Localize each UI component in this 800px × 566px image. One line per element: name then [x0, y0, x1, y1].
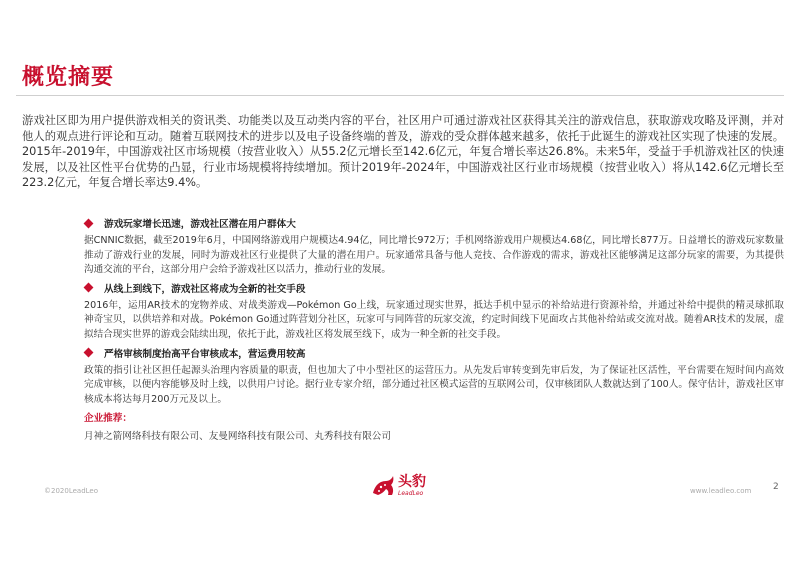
page-number: 2	[773, 482, 779, 492]
section-heading	[84, 346, 784, 360]
logo-text	[398, 475, 426, 497]
diamond-bullet-icon	[84, 218, 94, 228]
section-heading-text: 严格审核制度抬高平台审核成本，营运费用较高	[104, 348, 306, 360]
recommend-companies: 月神之箭网络科技有限公司、友曼网络科技有限公司、丸秀科技有限公司	[84, 431, 391, 443]
diamond-bullet-icon	[84, 283, 94, 293]
page-title: 概览摘要	[22, 65, 115, 90]
section-body: 据CNNIC数据，截至2019年6月，中国网络游戏用户规模达4.94亿，同比增长972万；手机网络游戏用户规模达4.68亿，同比增长877万。日益增长的游戏玩家数量推动了游戏行业的发展，同时为游戏社区行业提供了大量的潜在用户。玩家通常具备与他人竞技、合作游戏的需求，游戏社区能够满足这部分玩家的需要，为其提供沟通交流的平台，这部分用户会给予游戏社区以活力，推动行业的发展。	[84, 235, 784, 276]
section-heading-text: 从线上到线下，游戏社区将成为全新的社交手段	[104, 283, 306, 295]
footer-logo	[370, 473, 426, 499]
section-body: 2016年，运用AR技术的宠物养成、对战类游戏—Pokémon Go上线，玩家通过现实世界，抵达手机中显示的补给站进行资源补给，并通过补给中提供的精灵球抓取神奇宝贝，以供培养和对战。Pokémon Go通过阵营划分社区，玩家可与同阵营的玩家交流，约定时间线下见面攻占其他补给站或交流对战。随着AR技术的发展，虚拟结合现实世界的游戏会陆续出现，依托于此，游戏社区将发展至线下，成为一种全新的社交手段。	[84, 299, 784, 340]
footer-website: www.leadleo.com	[690, 487, 752, 495]
logo-en-text: LeadLeo	[398, 490, 424, 497]
logo-cn-text: 头豹	[398, 474, 426, 490]
intro-paragraph: 游戏社区即为用户提供游戏相关的资讯类、功能类以及互动类内容的平台，社区用户可通过游戏社区获得其关注的游戏信息，获取游戏攻略及评测，并对他人的观点进行评论和互动。随着互联网技术的进步以及电子设备终端的普及，游戏的受众群体越来越多，依托于此诞生的游戏社区实现了快速的发展。2015年-2019年，中国游戏社区市场规模（按营业收入）从55.2亿元增长至142.6亿元，年复合增长率达26.8%。未来5年，受益于手机游戏社区的快速发展，以及社区性平台优势的凸显，行业市场规模将持续增加。预计2019年-2024年，中国游戏社区行业市场规模（按营业收入）将从142.6亿元增长至223.2亿元，年复合增长率达9.4%。	[22, 114, 784, 190]
leopard-logo-icon	[370, 473, 396, 499]
section-heading-text: 游戏玩家增长迅速，游戏社区潜在用户群体大	[104, 219, 296, 230]
diamond-bullet-icon	[84, 348, 94, 358]
footer-copyright: ©2020LeadLeo	[44, 487, 98, 495]
recommend-label: 企业推荐：	[84, 413, 132, 425]
section-heading	[84, 216, 784, 230]
title-divider	[16, 95, 784, 96]
sections	[84, 214, 784, 442]
section-body: 政策的指引让社区担任起源头治理内容质量的职责，但也加大了中小型社区的运营压力。从先发后审转变到先审后发，为了保证社区活性，平台需要在短时间内高效完成审核，以便内容能够及时上线，以供用户讨论。据行业专家介绍，部分通过社区模式运营的互联网公司，仅审核团队人数就达到了100人。保守估计，游戏社区审核成本将达每月200万元及以上。	[84, 364, 784, 405]
section-heading	[84, 281, 784, 295]
